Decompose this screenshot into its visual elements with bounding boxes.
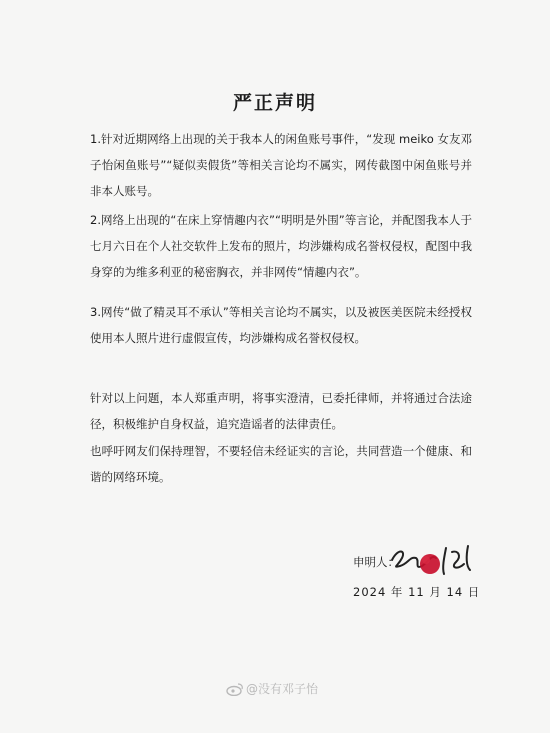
- signing-date: 2024 年 11 月 14 日: [353, 585, 481, 599]
- red-seal: [420, 554, 440, 574]
- handwritten-signature: [388, 540, 483, 588]
- paragraph-3: 3.网传“做了精灵耳不承认”等相关言论均不属实，以及被医美医院未经授权使用本人照片进行虚假宣传，均涉嫌构成名誉权侵权。: [90, 305, 472, 345]
- document-title: 严正声明: [232, 92, 317, 114]
- weibo-watermark: [226, 680, 318, 697]
- paragraph-2: 2.网络上出现的“在床上穿情趣内衣”“明明是外围”等言论，并配图我本人于七月六日在个人社交软件上发布的照片，均涉嫌构成名誉权侵权，配图中我身穿的为维多利亚的秘密胸衣，并非网传“情趣内衣”。: [90, 213, 472, 279]
- paragraph-4: 针对以上问题，本人郑重声明，将事实澄清，已委托律师，并将通过合法途径，积极维护自身权益，追究造谣者的法律责任。: [90, 391, 472, 431]
- paragraph-5: 也呼吁网友们保持理智，不要轻信未经证实的言论，共同营造一个健康、和谐的网络环境。: [90, 444, 472, 484]
- declarant-label: 申明人：: [353, 555, 399, 569]
- weibo-icon: [226, 682, 244, 696]
- paragraph-1: 1.针对近期网络上出现的关于我本人的闲鱼账号事件，“发现 meiko 女友邓子怡闲鱼账号”“疑似卖假货”等相关言论均不属实，网传截图中闲鱼账号并非本人账号。: [90, 132, 472, 198]
- watermark-text: @没有邓子怡: [246, 682, 319, 696]
